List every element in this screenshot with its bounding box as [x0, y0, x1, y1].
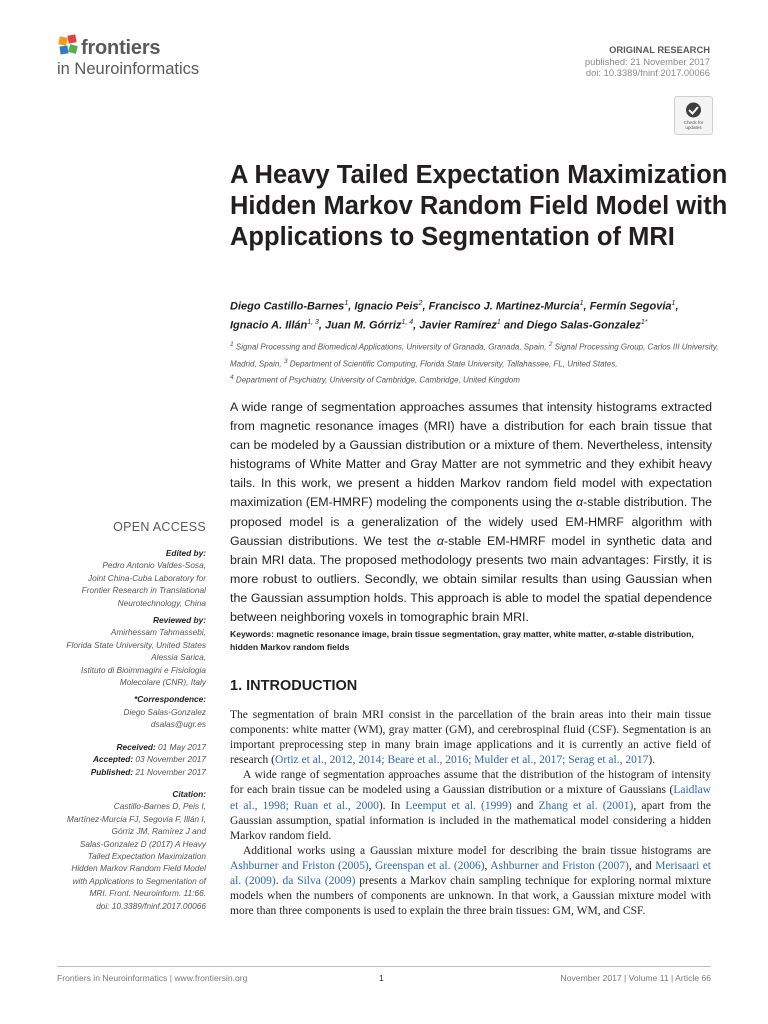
article-type: ORIGINAL RESEARCH — [609, 44, 710, 55]
citation-link[interactable]: Ashburner and Friston (2007) — [490, 859, 629, 872]
reviewer-line: Florida State University, United States — [66, 639, 206, 650]
reviewer-line: Molecolare (CNR), Italy — [119, 677, 206, 688]
svg-text:updates: updates — [685, 125, 702, 130]
citation-line: Castillo-Barnes D, Peis I, — [113, 801, 206, 812]
reviewed-by-label: Reviewed by: — [152, 615, 206, 626]
check-for-updates-badge[interactable] — [674, 96, 713, 135]
citation-link[interactable]: Laidlaw et al., 1998; Ruan et al., 2000 — [230, 784, 711, 812]
citation-line: with Applications to Segmentation of — [72, 875, 206, 886]
introduction-body — [230, 708, 711, 919]
affiliations: $^1$ Signal Processing and Biomedical Applications, University of Granada, Granada, Spain, $^2$ Signal Processing Group, Carlos III University, Madrid, Spain, $^3$ Department of Scientific Computing, Florida State University, Tallahassee, FL, United States, $^4$ Department of Psychiatry, University of Cambridge, Cambridge, United Kingdom — [230, 341, 719, 385]
correspondence-label: *Correspondence: — [134, 694, 206, 705]
citation-line: Salas-Gonzalez D (2017) A Heavy — [79, 838, 206, 849]
citation-line: Górriz JM, Ramírez J and — [111, 826, 206, 837]
paragraph: A wide range of segmentation approaches assume that the distribution of the histogram of intensity for each brain tissue can be modeled using a Gaussian distribution or a mixture of Gaussians (Laidlaw et al., 1998; Ruan et al., 2000). In Leemput et al. (1999) and Zhang et al. (2001), apart from the Gaussian assumption, spatial information is included in the mathematical model considering a hidden Markov random field. — [230, 769, 711, 842]
accepted-date: Accepted: 03 November 2017 — [93, 754, 206, 765]
editor-line: Neurotechnology, China — [117, 597, 206, 608]
reviewer-line: Alessia Sarica, — [151, 652, 206, 663]
correspondence-email[interactable]: dsalas@ugr.es — [150, 719, 206, 730]
page-number: 1 — [379, 973, 384, 983]
author[interactable]: Diego Castillo-Barnes — [230, 300, 345, 313]
abstract: A wide range of segmentation approaches assumes that intensity histograms extracted from magnetic resonance images (MRI) have a distribution for each brain tissue that can be modeled by a Gaussian distribution or a mixture of them. Nevertheless, intensity histograms of White Matter and Gray Matter are not symmetric and they exhibit heavy tails. In this work, we present a hidden Markov random field model with expectation maximization (EM-HMRF) modeling the components using the α-stable distribution. The proposed model is a generalization of the widely used EM-HMRF algorithm with Gaussian distributions. We test the α-stable EM-HMRF model in synthetic data and brain MRI data. The proposed methodology presents two main advantages: Firstly, it is more robust to outliers. Secondly, we obtain similar results than using Gaussian when the Gaussian assumption holds. This approach is able to model the spatial dependence between neighboring voxels in tomographic brain MRI. — [230, 400, 712, 625]
citation-line: Martínez-Murcia FJ, Segovia F, Illán I, — [66, 813, 206, 824]
citation-line: Tailed Expectation Maximization — [87, 850, 206, 861]
author[interactable]: Diego Salas-Gonzalez — [526, 319, 641, 332]
paragraph: Additional works using a Gaussian mixture model for describing the brain tissue histograms are Ashburner and Friston (2005), Greenspan et al. (2006), Ashburner and Friston (2007), and Merisaari et al. (2009). da Silva (2009) presents a Markov chain sampling technique for exploring normal mixture models when the numbers of components are unknown. In that work, a Gaussian mixture model with more than three components is used to explain the three brain tissues: GM, WM, and CSF. — [230, 844, 712, 918]
citation-link[interactable]: Greenspan et al. (2006) — [374, 859, 485, 872]
citation-link[interactable]: Zhang et al. (2001) — [538, 799, 634, 812]
open-access-label: OPEN ACCESS — [113, 520, 206, 534]
citation-label: Citation: — [172, 788, 206, 799]
svg-text:Check for: Check for — [683, 120, 704, 125]
published-date-sidebar: Published: 21 November 2017 — [90, 766, 206, 777]
author[interactable]: Ignacio A. Illán — [230, 319, 308, 332]
frontiers-logo-icon — [57, 33, 79, 63]
article-title: A Heavy Tailed Expectation Maximization Hidden Markov Random Field Model with Applications to Segmentation of MRI — [230, 161, 728, 251]
citation-line: Hidden Markov Random Field Model — [71, 863, 206, 874]
article-sidebar — [36, 547, 206, 912]
editor-line: Frontier Research in Translational — [81, 585, 206, 596]
footer-issue-info: November 2017 | Volume 11 | Article 66 — [560, 973, 711, 983]
journal-logo[interactable] — [57, 33, 257, 83]
citation-link[interactable]: Ortiz et al., 2012, 2014; Beare et al., 2016; Mulder et al., 2017; Serag et al., 2017 — [275, 754, 649, 767]
keywords: Keywords: magnetic resonance image, brain tissue segmentation, gray matter, white matter, α-stable distribution, hidden Markov random fields — [230, 629, 694, 652]
reviewer-line: Istituto di Bioimmagini e Fisiologia — [81, 664, 206, 675]
citation-doi[interactable]: doi: 10.3389/fninf.2017.00066 — [96, 900, 206, 911]
citation-link[interactable]: Merisaari et al. (2009) — [230, 859, 712, 888]
journal-name: in Neuroinformatics — [57, 60, 200, 78]
author[interactable]: Fermín Segovia — [589, 300, 672, 313]
citation-line: MRI. Front. Neuroinform. 11:66. — [89, 888, 206, 899]
author[interactable]: Francisco J. Martinez-Murcia — [428, 300, 580, 313]
footer-journal-link[interactable]: Frontiers in Neuroinformatics | www.frontiersin.org — [57, 973, 248, 983]
author[interactable]: Javier Ramírez — [419, 319, 497, 332]
editor-line: Joint China-Cuba Laboratory for — [87, 572, 206, 583]
citation-link[interactable]: Leemput et al. (1999) — [405, 799, 512, 812]
author[interactable]: Juan M. Górriz — [325, 319, 402, 332]
citation-link[interactable]: da Silva (2009) — [282, 875, 356, 888]
article-meta-header — [585, 44, 710, 79]
published-date: published: 21 November 2017 — [584, 55, 710, 67]
received-date: Received: 01 May 2017 — [116, 741, 206, 752]
citation-link[interactable]: Ashburner and Friston (2005) — [230, 859, 369, 872]
logo-wordmark: frontiers — [81, 37, 161, 59]
author-list: Diego Castillo-Barnes$^1$, Ignacio Peis$^2$, Francisco J. Martinez-Murcia$^1$, Fermín Segovia$^1$, Ignacio A. Illán$^{1, 3}$, Juan M. Górriz$^{1, 4}$, Javier Ramírez$^1$ and Diego Salas-Gonzalez$^{1*}$ — [230, 300, 679, 332]
editor-line: Pedro Antonio Valdes-Sosa, — [102, 560, 206, 571]
reviewer-line: Amirhessam Tahmassebi, — [110, 627, 206, 638]
correspondence-name: Diego Salas-Gonzalez — [123, 706, 206, 717]
doi-link[interactable]: doi: 10.3389/fninf.2017.00066 — [585, 67, 710, 78]
author[interactable]: Ignacio Peis — [354, 300, 419, 313]
paragraph: The segmentation of brain MRI consist in the parcellation of the brain areas into their main tissue components: white matter (WM), gray matter (GM), and cerebrospinal fluid (CSF). Segmentation is an important preprocessing step in many brain image applications and it is currently an active field of research (Ortiz et al., 2012, 2014; Beare et al., 2016; Mulder et al., 2017; Serag et al., 2017). — [230, 709, 711, 767]
footer-divider — [57, 966, 711, 967]
section-heading-introduction: 1. INTRODUCTION — [230, 678, 358, 694]
check-for-updates-icon — [675, 97, 712, 134]
edited-by-label: Edited by: — [165, 548, 206, 558]
